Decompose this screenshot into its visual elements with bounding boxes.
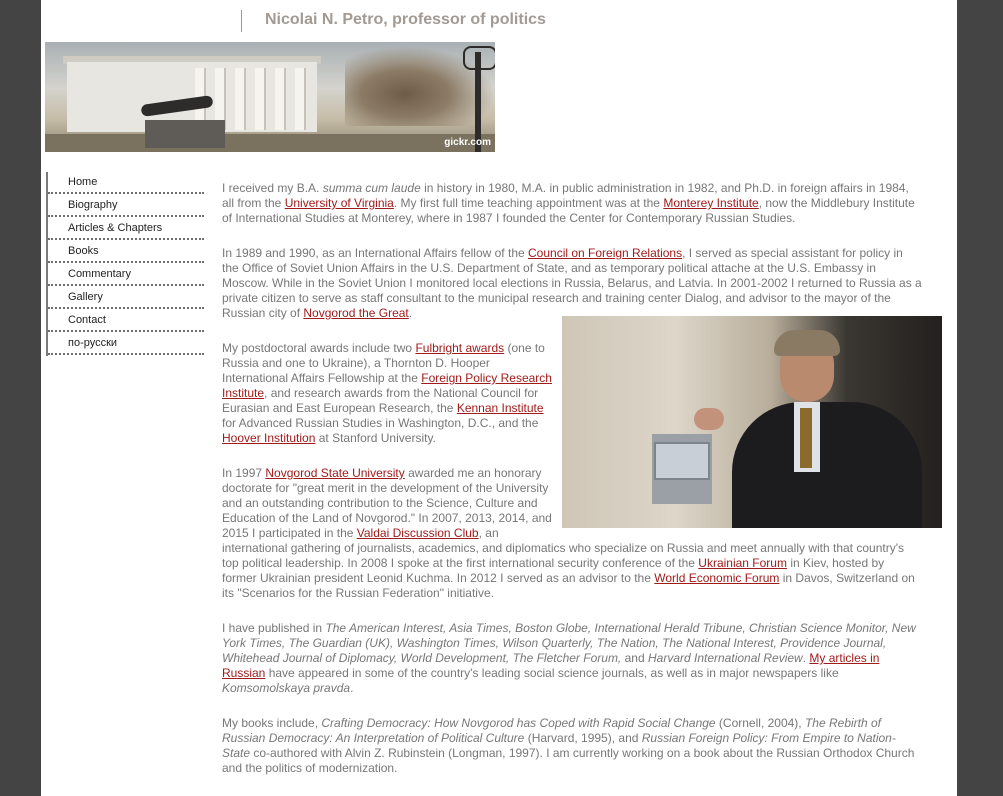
text: , I served as special assistant for policy in the Office of Soviet Union Affairs in the U.S. Department of State, and as temporary political attache at the U.S. Embassy in Moscow. While in the Soviet Union I monitored local elections in Russia, Belarus, and Latvia. In 2001-2002 I returned to Russia as a private citizen to serve as staff consultant to the municipal research and training center Dialog, and advisor to the mayor of the Russian city of <box>222 246 922 320</box>
nav-item-books[interactable]: Books <box>48 241 204 263</box>
emphasis: Crafting Democracy: How Novgorod has Coped with Rapid Social Change <box>321 716 716 730</box>
photo-monitor <box>654 442 710 480</box>
text: in Kiev, hosted by former Ukrainian president Leonid Kuchma. In 2012 I served as an advisor to the <box>222 556 885 585</box>
page-container <box>41 0 957 796</box>
link-novgorod-state-university[interactable]: Novgorod State University <box>265 466 405 480</box>
link-fulbright-awards[interactable]: Fulbright awards <box>415 341 505 355</box>
emphasis: Harvard International Review <box>647 651 803 665</box>
text: . <box>408 306 413 320</box>
emphasis: summa cum laude <box>322 181 421 195</box>
text: co-authored with Alvin Z. Rubinstein (Longman, 1997). I am currently working on a book about the Russian Orthodox Church and the politics of modernization. <box>222 746 915 775</box>
text: . <box>802 651 810 665</box>
banner-column <box>235 68 246 130</box>
emphasis: Russian Foreign Policy: From Empire to Nation-State <box>222 731 896 760</box>
text: . <box>350 681 354 695</box>
nav-item-articles-chapters[interactable]: Articles & Chapters <box>48 218 204 240</box>
banner-credit: gickr.com <box>444 137 491 148</box>
text: for Advanced Russian Studies in Washington, D.C., and the <box>222 416 539 430</box>
text: My postdoctoral awards include two <box>222 341 416 355</box>
emphasis: The Rebirth of Russian Democracy: An Interpretation of Political Culture <box>222 716 882 745</box>
link-hoover-institution[interactable]: Hoover Institution <box>222 431 316 445</box>
text: , now the Middlebury Institute of International Studies at Monterey, where in 1987 I founded the Center for Contemporary Russian Studies. <box>222 196 915 225</box>
text: In 1989 and 1990, as an International Affairs fellow of the <box>222 246 528 260</box>
link-ukrainian-forum[interactable]: Ukrainian Forum <box>698 556 787 570</box>
nav-item-gallery[interactable]: Gallery <box>48 287 204 309</box>
nav-item-home[interactable]: Home <box>48 172 204 194</box>
text: , and research awards from the National Council for Eurasian and East European Research, the <box>222 386 539 415</box>
emphasis: Komsomolskaya pravda <box>222 681 351 695</box>
link-council-on-foreign-relations[interactable]: Council on Foreign Relations <box>528 246 683 260</box>
banner-image <box>45 42 495 152</box>
link-novgorod-the-great[interactable]: Novgorod the Great <box>303 306 409 320</box>
nav-item-contact[interactable]: Contact <box>48 310 204 332</box>
photo-suit <box>732 402 922 528</box>
title-divider <box>241 10 242 32</box>
photo-hand <box>694 408 724 430</box>
text: My books include, <box>222 716 322 730</box>
link-monterey-institute[interactable]: Monterey Institute <box>663 196 759 210</box>
text: I have published in <box>222 621 326 635</box>
text: in Davos, Switzerland on its "Scenarios for the Russian Federation" initiative. <box>222 571 915 600</box>
banner-column <box>275 68 286 130</box>
text: at Stanford University. <box>315 431 436 445</box>
link-foreign-policy-research-institute[interactable]: Foreign Policy Research Institute <box>222 371 552 400</box>
paragraph-career <box>222 246 922 321</box>
photo-hair <box>774 330 840 356</box>
paragraph-books <box>222 716 922 776</box>
sidebar-nav <box>46 172 204 356</box>
nav-item-russian[interactable]: по-русски <box>48 333 204 355</box>
text: (Harvard, 1995), and <box>524 731 642 745</box>
photo-tie <box>800 408 812 468</box>
emphasis: The American Interest, Asia Times, Boston Globe, International Herald Tribune, Christian Science Monitor, New York Times, The Guardian (UK), Washington Times, Wilson Quarterly, The Nation, The National Interest, Providence Journal, Whitehead Journal of Diplomacy, World Development, The Fletcher Forum, <box>222 621 916 665</box>
link-kennan-institute[interactable]: Kennan Institute <box>456 401 544 415</box>
link-world-economic-forum[interactable]: World Economic Forum <box>654 571 780 585</box>
text: , an international gathering of journalists, academics, and diplomatics who specialize on Russia and meet annually with that country's top political leadership. In 2008 I spoke at the first international security conference of the <box>222 526 904 570</box>
banner-column <box>255 68 266 130</box>
banner-lamp-head <box>463 46 495 70</box>
text: (Cornell, 2004), <box>715 716 805 730</box>
text: . My first full time teaching appointment was at the <box>393 196 664 210</box>
paragraph-education <box>222 181 922 226</box>
text: awarded me an honorary doctorate for "great merit in the development of the University and an outstanding contribution to the Science, Culture and Education of the Land of Novgorod." In 2007, 2013, 2014, and 2015 I participated in the <box>222 466 552 540</box>
text: in history in 1980, M.A. in public administration in 1982, and Ph.D. in foreign affairs in 1984, all from the <box>222 181 909 210</box>
banner-ground <box>45 134 495 152</box>
banner-cannon-base <box>145 120 225 148</box>
portrait-photo <box>562 316 942 528</box>
text: (one to Russia and one to Ukraine), a Thornton D. Hooper International Affairs Fellowship at the <box>222 341 545 385</box>
link-university-of-virginia[interactable]: University of Virginia <box>284 196 394 210</box>
text: and <box>621 651 648 665</box>
site-title: Nicolai N. Petro, professor of politics <box>265 11 546 28</box>
text: I received my B.A. <box>222 181 323 195</box>
text: have appeared in some of the country's leading social science journals, as well as in major newspapers like <box>265 666 839 680</box>
link-articles-in-russian[interactable]: My articles in Russian <box>222 651 880 680</box>
banner-column <box>295 68 306 130</box>
nav-item-biography[interactable]: Biography <box>48 195 204 217</box>
nav-item-commentary[interactable]: Commentary <box>48 264 204 286</box>
text: In 1997 <box>222 466 266 480</box>
main-content <box>222 181 922 796</box>
link-valdai-discussion-club[interactable]: Valdai Discussion Club <box>356 526 479 540</box>
paragraph-publications <box>222 621 922 696</box>
